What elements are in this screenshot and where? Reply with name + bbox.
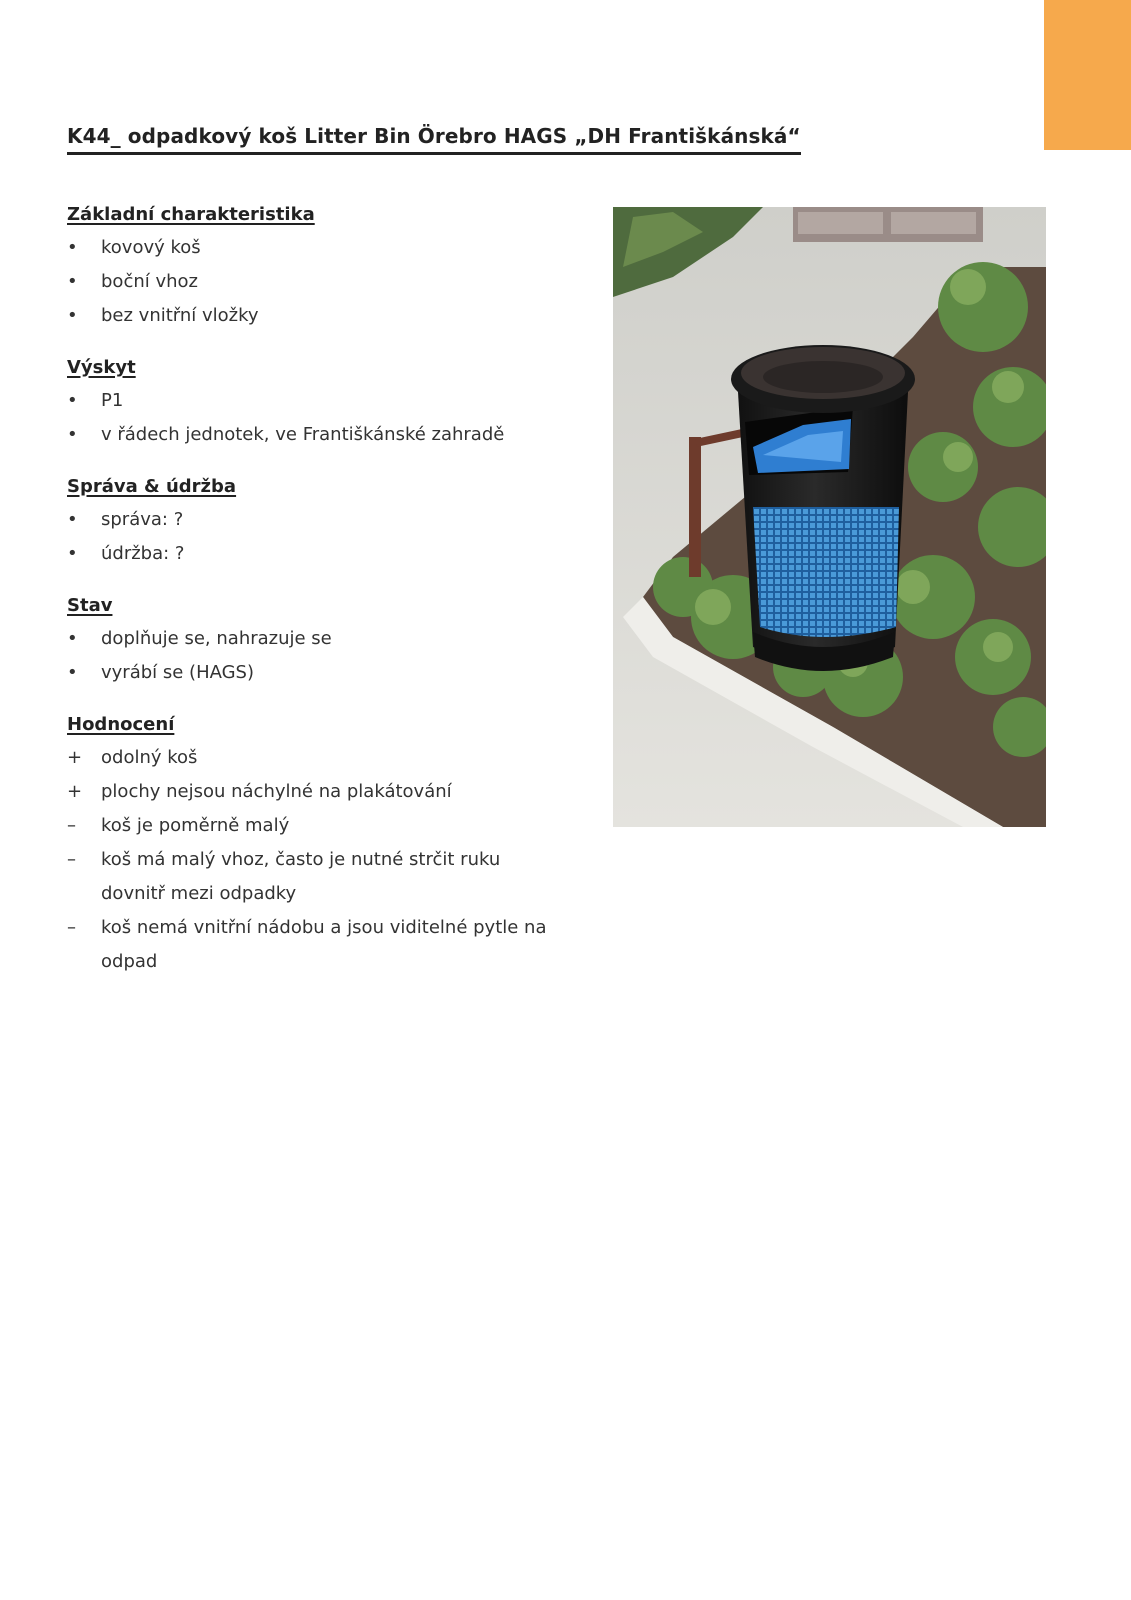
list-item xyxy=(67,231,567,265)
list-item xyxy=(67,656,567,690)
list-item-text: správa: ? xyxy=(101,509,184,530)
minus-marker: – xyxy=(67,917,76,938)
list-item-text: vyrábí se (HAGS) xyxy=(101,662,255,683)
list-item-text: P1 xyxy=(101,390,124,411)
section-basic-characteristics xyxy=(67,204,567,333)
section-management-maintenance xyxy=(67,476,567,571)
bullet-marker: • xyxy=(67,628,78,649)
list-item xyxy=(67,843,567,911)
list-item xyxy=(67,384,567,418)
bullet-marker: • xyxy=(67,543,78,564)
section-heading: Hodnocení xyxy=(67,714,175,735)
list-item-text: bez vnitřní vložky xyxy=(101,305,259,326)
bullet-marker: • xyxy=(67,662,78,683)
list-item-text: koš nemá vnitřní nádobu a jsou viditelné pytle na odpad xyxy=(101,917,547,972)
section-heading: Správa & údržba xyxy=(67,476,237,497)
list-item-text: údržba: ? xyxy=(101,543,185,564)
list-item-text: koš má malý vhoz, často je nutné strčit ruku dovnitř mezi odpadky xyxy=(101,849,501,904)
list-item xyxy=(67,265,567,299)
plus-marker: + xyxy=(67,747,83,768)
list-item-text: koš je poměrně malý xyxy=(101,815,290,836)
list-item-text: plochy nejsou náchylné na plakátování xyxy=(101,781,452,802)
bullet-marker: • xyxy=(67,271,78,292)
section-heading: Stav xyxy=(67,595,113,616)
section-evaluation xyxy=(67,714,567,979)
page-title: K44_ odpadkový koš Litter Bin Örebro HAGS „DH Františkánská“ xyxy=(67,124,801,155)
list-item xyxy=(67,809,567,843)
bullet-marker: • xyxy=(67,305,78,326)
list-item xyxy=(67,911,567,979)
post xyxy=(689,437,701,577)
section-heading: Výskyt xyxy=(67,357,136,378)
section-occurrence xyxy=(67,357,567,452)
list-item xyxy=(67,503,567,537)
bin-mesh xyxy=(753,507,899,637)
minus-marker: – xyxy=(67,815,76,836)
litter-bin-photo xyxy=(613,207,1046,827)
section-heading: Základní charakteristika xyxy=(67,204,315,225)
list-item-text: boční vhoz xyxy=(101,271,198,292)
list-item xyxy=(67,537,567,571)
plus-marker: + xyxy=(67,781,83,802)
list-item-text: kovový koš xyxy=(101,237,201,258)
list-item xyxy=(67,775,567,809)
list-item-text: doplňuje se, nahrazuje se xyxy=(101,628,332,649)
bullet-marker: • xyxy=(67,509,78,530)
list-item-text: odolný koš xyxy=(101,747,198,768)
list-item xyxy=(67,622,567,656)
list-item xyxy=(67,418,567,452)
bullet-marker: • xyxy=(67,424,78,445)
bullet-marker: • xyxy=(67,390,78,411)
minus-marker: – xyxy=(67,849,76,870)
list-item xyxy=(67,299,567,333)
list-item-text: v řádech jednotek, ve Františkánské zahradě xyxy=(101,424,505,445)
characteristics-list xyxy=(67,204,567,1003)
list-item xyxy=(67,741,567,775)
bullet-marker: • xyxy=(67,237,78,258)
orange-corner-tab xyxy=(1044,0,1131,150)
section-state xyxy=(67,595,567,690)
